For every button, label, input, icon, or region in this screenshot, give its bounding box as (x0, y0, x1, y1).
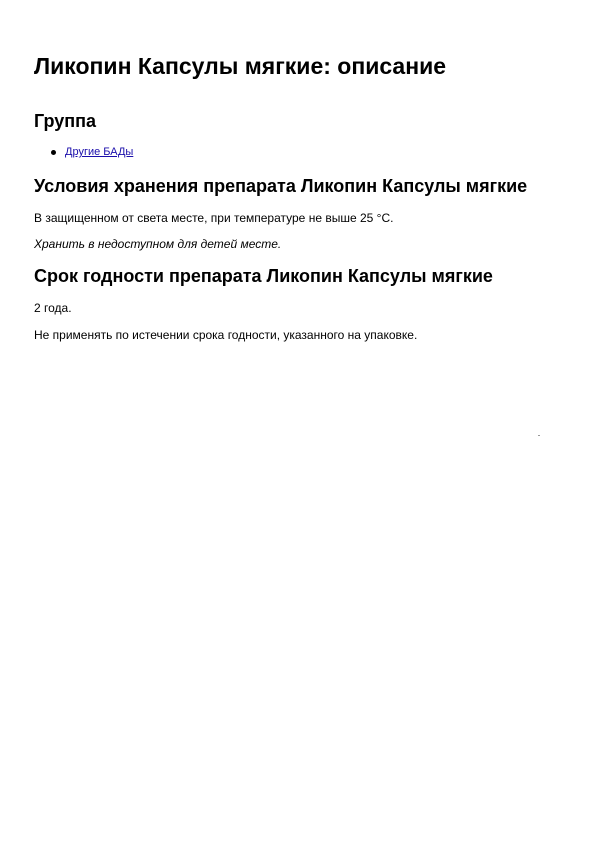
stray-dot (538, 435, 540, 436)
storage-heading: Условия хранения препарата Ликопин Капсулы мягкие (34, 176, 528, 196)
shelf-life-heading: Срок годности препарата Ликопин Капсулы мягкие (34, 266, 493, 286)
shelf-life-text: 2 года. (34, 301, 72, 315)
list-item (34, 144, 133, 160)
group-heading: Группа (34, 111, 97, 131)
page-title: Ликопин Капсулы мягкие: описание (34, 53, 447, 79)
storage-text: В защищенном от света месте, при температуре не выше 25 °C. (34, 211, 394, 225)
storage-note: Хранить в недоступном для детей месте. (34, 237, 282, 251)
shelf-life-note: Не применять по истечении срока годности, указанного на упаковке. (34, 328, 418, 342)
group-list (34, 144, 133, 160)
group-link-other-supplements[interactable]: Другие БАДы (65, 146, 134, 158)
